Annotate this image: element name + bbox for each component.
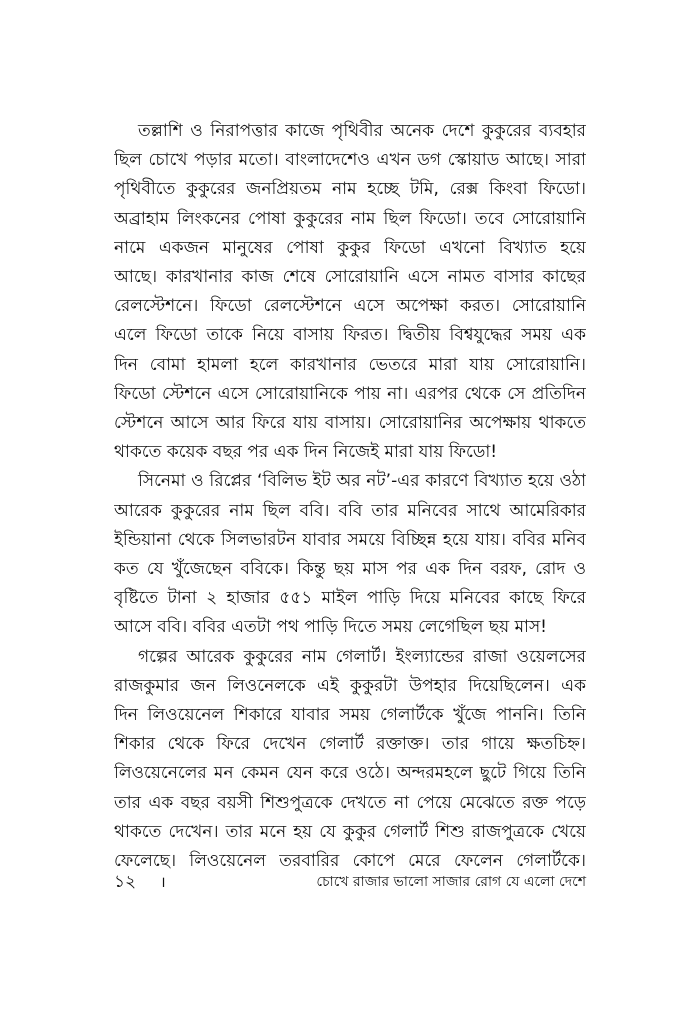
page-number: ১২ <box>114 872 137 892</box>
paragraph-line: ছিল চোখে পড়ার মতো। বাংলাদেশেও এখন ডগ স্কোয়াড আছে। সারা <box>114 150 586 171</box>
paragraph-line: পৃথিবীতে কুকুরের জনপ্রিয়তম নাম হচ্ছে টমি, রেক্স কিংবা ফিডো। <box>114 179 586 200</box>
running-title: চোখে রাজার ভালো সাজার রোগ যে এলো দেশে <box>316 874 586 890</box>
footer-separator: । <box>160 873 166 891</box>
paragraph-line: শিকার থেকে ফিরে দেখেন গেলার্ট রক্তাক্ত। তার গায়ে ক্ষতচিহ্ন। <box>114 734 586 755</box>
paragraph-line: সিনেমা ও রিপ্লের ‘বিলিভ ইট অর নট’-এর কারণে বিখ্যাত হয়ে ওঠা <box>138 471 586 492</box>
paragraph-line: তার এক বছর বয়সী শিশুপুত্রকে দেখতে না পেয়ে মেঝেতে রক্ত পড়ে <box>114 792 586 813</box>
paragraph-2 <box>114 467 586 642</box>
paragraph-line: রেলস্টেশনে। ফিডো রেলস্টেশনে এসে অপেক্ষা করত। সোরোয়ানি <box>114 296 586 317</box>
paragraph-line: ইন্ডিয়ানা থেকে সিলভারটন যাবার সময়ে বিচ্ছিন্ন হয়ে যায়। ববির মনিব <box>114 529 586 550</box>
paragraph-line: নামে একজন মানুষের পোষা কুকুর ফিডো এখনো বিখ্যাত হয়ে <box>114 237 586 258</box>
paragraph-line: আসে ববি। ববির এতটা পথ পাড়ি দিতে সময় লেগেছিল ছয় মাস! <box>114 617 547 638</box>
paragraph-line: তল্লাশি ও নিরাপত্তার কাজে পৃথিবীর অনেক দেশে কুকুরের ব্যবহার <box>138 121 586 141</box>
paragraph-line: আছে। কারখানার কাজ শেষে সোরোয়ানি এসে নামত বাসার কাছের <box>114 267 586 288</box>
paragraph-line: বৃষ্টিতে টানা ২ হাজার ৫৫১ মাইল পাড়ি দিয়ে মনিবের কাছে ফিরে <box>114 588 586 609</box>
paragraph-line: ফেলেছে। লিওয়েনেল তরবারির কোপে মেরে ফেলেন গেলার্টকে। <box>114 851 586 872</box>
page-footer <box>114 868 586 896</box>
paragraph-line: থাকতে দেখেন। তার মনে হয় যে কুকুর গেলার্ট শিশু রাজপুত্রকে খেয়ে <box>114 821 586 842</box>
paragraph-line: গল্পের আরেক কুকুরের নাম গেলার্ট। ইংল্যান্ডের রাজা ওয়েলসের <box>138 646 586 667</box>
paragraph-line: ফিডো স্টেশনে এসে সোরোয়ানিকে পায় না। এরপর থেকে সে প্রতিদিন <box>114 383 586 404</box>
paragraph-line: এলে ফিডো তাকে নিয়ে বাসায় ফিরত। দ্বিতীয় বিশ্বযুদ্ধের সময় এক <box>114 325 586 346</box>
paragraph-line: কত যে খুঁজেছেন ববিকে। কিন্তু ছয় মাস পর এক দিন বরফ, রোদ ও <box>114 559 586 580</box>
body-text <box>114 117 586 876</box>
paragraph-line: অব্রাহাম লিংকনের পোষা কুকুরের নাম ছিল ফিডো। তবে সোরোয়ানি <box>114 208 586 229</box>
paragraph-line: রাজকুমার জন লিওনেলকে এই কুকুরটা উপহার দিয়েছিলেন। এক <box>114 675 586 696</box>
paragraph-line: স্টেশনে আসে আর ফিরে যায় বাসায়। সোরোয়ানির অপেক্ষায় থাকতে <box>114 413 586 434</box>
paragraph-line: থাকতে কয়েক বছর পর এক দিন নিজেই মারা যায় ফিডো! <box>114 442 498 463</box>
paragraph-3 <box>114 643 586 877</box>
paragraph-line: আরেক কুকুরের নাম ছিল ববি। ববি তার মনিবের সাথে আমেরিকার <box>114 500 586 521</box>
paragraph-line: লিওয়েনেলের মন কেমন যেন করে ওঠে। অন্দরমহলে ছুটে গিয়ে তিনি <box>114 763 586 784</box>
paragraph-1 <box>114 117 586 467</box>
paragraph-line: দিন লিওয়েনেল শিকারে যাবার সময় গেলার্টকে খুঁজে পাননি। তিনি <box>114 705 586 726</box>
paragraph-line: দিন বোমা হামলা হলে কারখানার ভেতরে মারা যায় সোরোয়ানি। <box>114 354 586 375</box>
